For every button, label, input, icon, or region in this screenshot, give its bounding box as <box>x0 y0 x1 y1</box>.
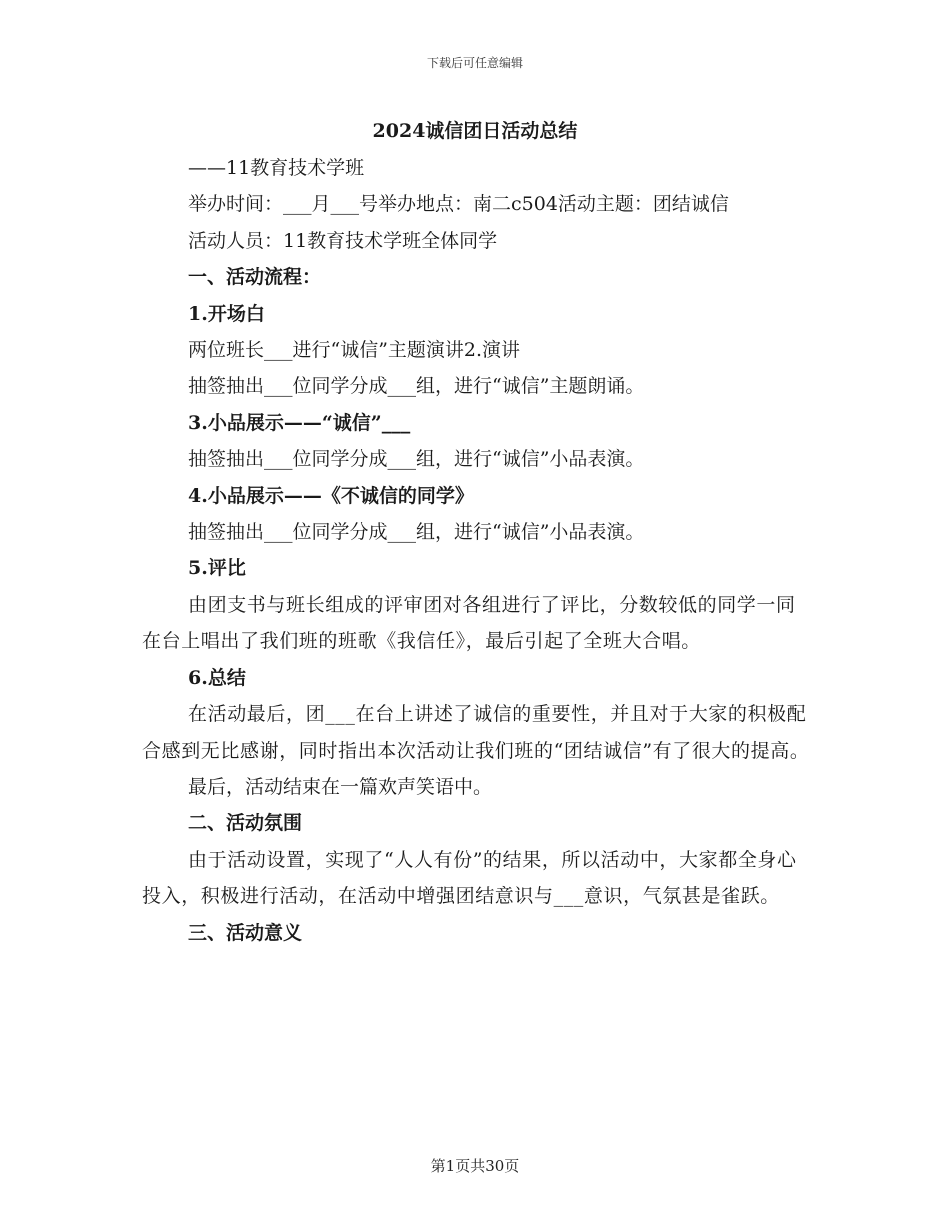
line-participants: 活动人员：11教育技术学班全体同学 <box>188 229 498 252</box>
line-recitation: 抽签抽出___位同学分成___组，进行“诚信”主题朗诵。 <box>188 375 645 398</box>
line-opening: 两位班长___进行“诚信”主题演讲2.演讲 <box>188 339 521 362</box>
header-note: 下载后可任意编辑 <box>426 56 523 70</box>
item-heading-judging: 5.评比 <box>188 557 246 580</box>
item-heading-skit-1: 3.小品展示——“诚信”___ <box>188 411 411 434</box>
item-heading-opening: 1.开场白 <box>188 302 265 325</box>
line-skit-2: 抽签抽出___位同学分成___组，进行“诚信”小品表演。 <box>188 521 645 544</box>
item-heading-skit-2: 4.小品展示——《不诚信的同学》 <box>188 484 474 507</box>
line-event-info: 举办时间：___月___号举办地点：南二c504活动主题：团结诚信 <box>188 193 729 216</box>
paragraph-judging: 由团支书与班长组成的评审团对各组进行了评比，分数较低的同学一同在台上唱出了我们班的班歌《我信任》，最后引起了全班大合唱。 <box>142 593 796 653</box>
line-skit-1: 抽签抽出___位同学分成___组，进行“诚信”小品表演。 <box>188 448 645 471</box>
item-heading-summary: 6.总结 <box>188 666 246 689</box>
line-ending: 最后，活动结束在一篇欢声笑语中。 <box>188 775 493 798</box>
line-class-name: ——11教育技术学班 <box>188 157 365 179</box>
document-body <box>142 150 812 951</box>
page-number: 第1页共30页 <box>430 1157 520 1175</box>
paragraph-atmosphere: 由于活动设置，实现了“人人有份”的结果，所以活动中，大家都全身心投入，积极进行活动，在活动中增强团结意识与___意识，气氛甚是雀跃。 <box>142 848 797 908</box>
section-heading-process: 一、活动流程： <box>188 266 322 289</box>
section-heading-atmosphere: 二、活动氛围 <box>188 812 303 835</box>
paragraph-summary: 在活动最后，团___在台上讲述了诚信的重要性，并且对于大家的积极配合感到无比感谢，同时指出本次活动让我们班的“团结诚信”有了很大的提高。 <box>142 703 810 762</box>
section-heading-significance: 三、活动意义 <box>188 921 303 944</box>
document-title: 2024诚信团日活动总结 <box>372 120 578 142</box>
